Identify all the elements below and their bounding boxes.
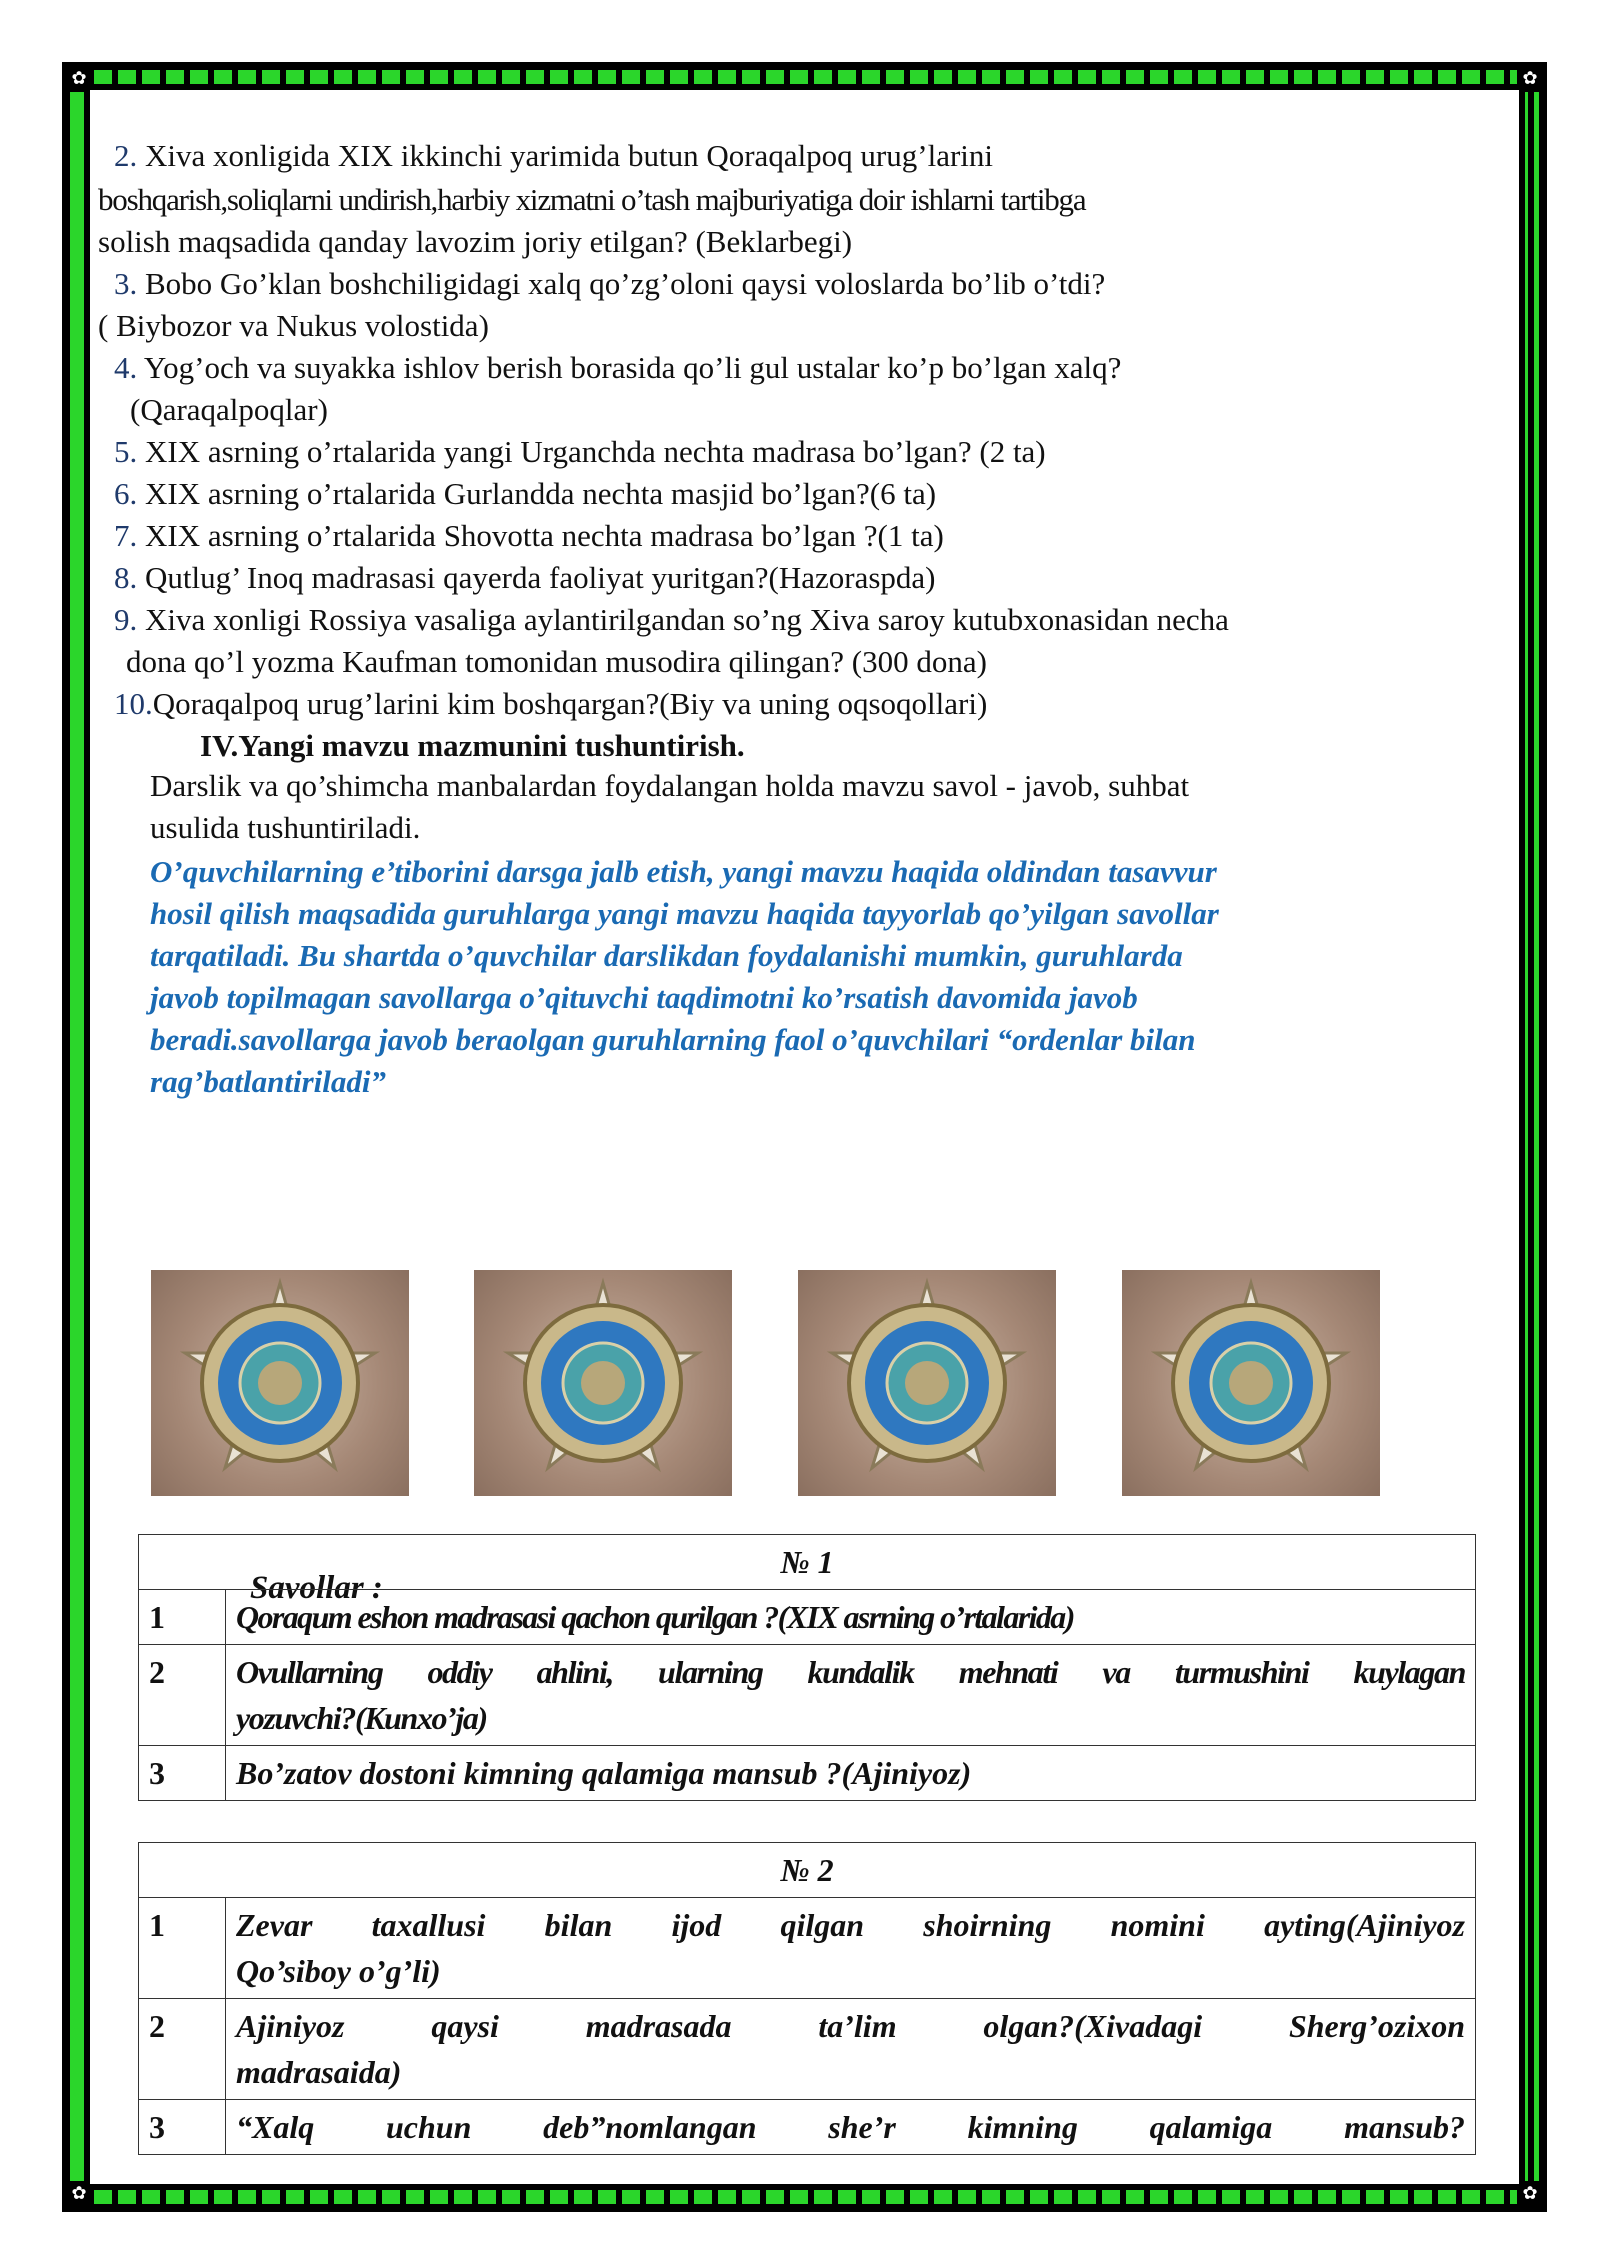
- row-question: “Xalq uchun deb”nomlangan she’r kimning qalamiga mansub?: [226, 2100, 1476, 2155]
- question-text: solish maqsadida qanday lavozim joriy etilgan? (Beklarbegi): [98, 224, 853, 259]
- section-heading: IV.Yangi mavzu mazmunini tushuntirish.: [200, 728, 745, 763]
- row-question: Bo’zatov dostoni kimning qalamiga mansub ?(Ajiniyoz): [226, 1746, 1476, 1801]
- question-item: 6. XIX asrning o’rtalarida Gurlandda nechta masjid bo’lgan?(6 ta): [114, 476, 937, 511]
- table-row: [139, 1898, 1476, 1999]
- corner-ornament-icon: ✿: [66, 66, 92, 92]
- instruction-text: javob topilmagan savollarga o’qituvchi taqdimotni ko’rsatish davomida javob: [150, 980, 1138, 1015]
- row-number: 2: [139, 1645, 226, 1746]
- question-item: 5. XIX asrning o’rtalarida yangi Urganchda nechta madrasa bo’lgan? (2 ta): [114, 434, 1046, 469]
- orden-medal-image: [151, 1270, 409, 1496]
- question-text: ( Biybozor va Nukus volostida): [98, 308, 489, 343]
- savollar-label: Savollar :: [250, 1570, 383, 1606]
- question-text: boshqarish,soliqlarni undirish,harbiy xizmatni o’tash majburiyatiga doir ishlarni tartibga: [98, 182, 1086, 217]
- question-item: 3. Bobo Go’klan boshchiligidagi xalq qo’zg’oloni qaysi voloslarda bo’lib o’tdi?: [114, 266, 1106, 301]
- corner-ornament-icon: ✿: [1517, 66, 1543, 92]
- row-question: Qoraqum eshon madrasasi qachon qurilgan ?(XIX asrning o’rtalarida): [226, 1590, 1476, 1645]
- orden-medal-image: [798, 1270, 1056, 1496]
- table-title: № 1: [139, 1535, 1476, 1590]
- instruction-text: O’quvchilarning e’tiborini darsga jalb etish, yangi mavzu haqida oldindan tasavvur: [150, 854, 1217, 889]
- table-row: [139, 1645, 1476, 1746]
- row-number: 3: [139, 2100, 226, 2155]
- row-question: Ajiniyoz qaysi madrasada ta’lim olgan?(Xivadagi Sherg’ozixon madrasaida): [226, 1999, 1476, 2100]
- instruction-text: beradi.savollarga javob beraolgan guruhlarning faol o’quvchilari “ordenlar bilan: [150, 1022, 1196, 1057]
- instruction-text: tarqatiladi. Bu shartda o’quvchilar darslikdan foydalanishi mumkin, guruhlarda: [150, 938, 1183, 973]
- table-row: [139, 1590, 1476, 1645]
- section-intro: Darslik va qo’shimcha manbalardan foydalangan holda mavzu savol - javob, suhbat: [150, 768, 1190, 803]
- question-item: 4. Yog’och va suyakka ishlov berish borasida qo’li gul ustalar ko’p bo’lgan xalq?: [114, 350, 1122, 385]
- orden-medal-image: [474, 1270, 732, 1496]
- instruction-text: rag’batlantiriladi”: [150, 1064, 386, 1099]
- question-item: 2. Xiva xonligida XIX ikkinchi yarimida butun Qoraqalpoq urug’larini: [114, 138, 994, 173]
- page-body: [90, 90, 1519, 2184]
- question-item: 8. Qutlug’ Inoq madrasasi qayerda faoliyat yuritgan?(Hazoraspda): [114, 560, 936, 595]
- row-question: Zevar taxallusi bilan ijod qilgan shoirning nomini ayting(Ajiniyoz Qo’siboy o’g’li): [226, 1898, 1476, 1999]
- table-row: [139, 1999, 1476, 2100]
- question-item: 10.Qoraqalpoq urug’larini kim boshqargan?(Biy va uning oqsoqollari): [114, 686, 988, 721]
- section-intro: usulida tushuntiriladi.: [150, 810, 421, 845]
- question-text: dona qo’l yozma Kaufman tomonidan musodira qilingan? (300 dona): [126, 644, 987, 679]
- questions-table-2: [138, 1842, 1476, 2155]
- question-item: 7. XIX asrning o’rtalarida Shovotta nechta madrasa bo’lgan ?(1 ta): [114, 518, 944, 553]
- question-text: (Qaraqalpoqlar): [130, 392, 328, 427]
- question-item: 9. Xiva xonligi Rossiya vasaliga aylantirilgandan so’ng Xiva saroy kutubxonasidan necha: [114, 602, 1229, 637]
- table-row: [139, 1746, 1476, 1801]
- table-row: [139, 2100, 1476, 2155]
- orden-medal-image: [1122, 1270, 1380, 1496]
- row-question: Ovullarning oddiy ahlini, ularning kundalik mehnati va turmushini kuylagan yozuvchi?(Kunxo’ja): [226, 1645, 1476, 1746]
- table-title: № 2: [139, 1843, 1476, 1898]
- row-number: 1: [139, 1898, 226, 1999]
- corner-ornament-icon: ✿: [66, 2181, 92, 2207]
- row-number: 1: [139, 1590, 226, 1645]
- row-number: 3: [139, 1746, 226, 1801]
- corner-ornament-icon: ✿: [1517, 2181, 1543, 2207]
- questions-table-1: [138, 1534, 1476, 1801]
- row-number: 2: [139, 1999, 226, 2100]
- instruction-text: hosil qilish maqsadida guruhlarga yangi mavzu haqida tayyorlab qo’yilgan savollar: [150, 896, 1219, 931]
